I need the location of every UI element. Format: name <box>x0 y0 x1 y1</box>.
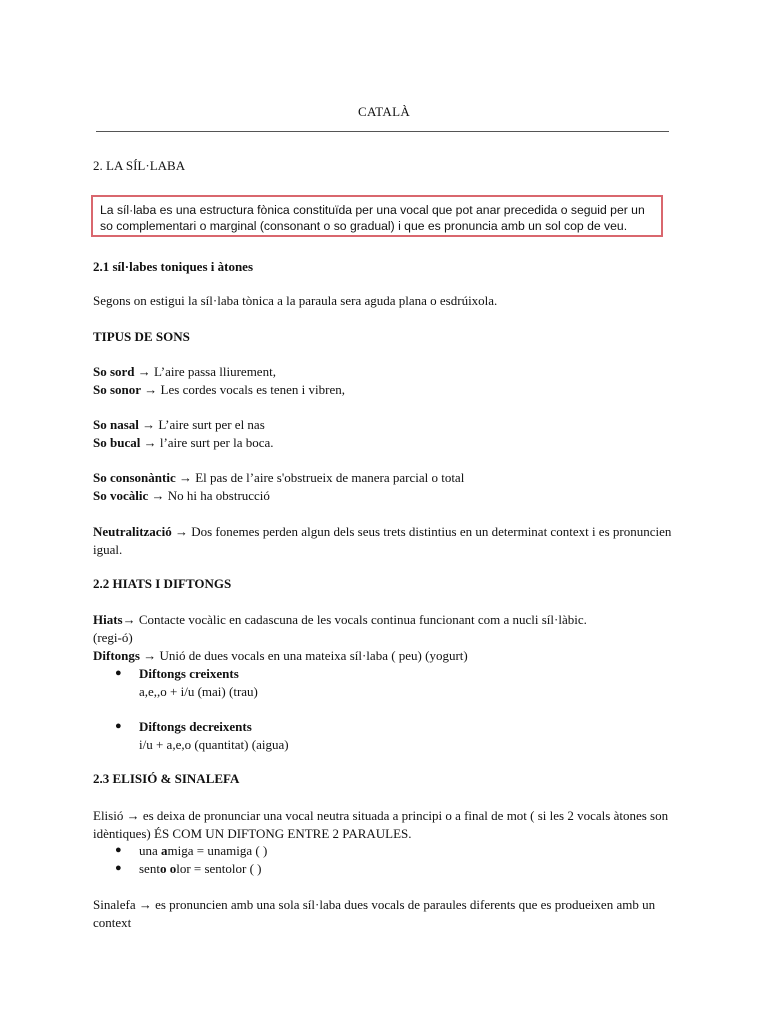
neutralitzacio-desc: → Dos fonemes perden algun dels seus trets distintius en un determinat context i es pronuncien igual. <box>93 524 672 557</box>
definition-box <box>91 195 663 237</box>
example-bold: o <box>169 861 177 876</box>
sound-item <box>93 382 345 398</box>
sound-item <box>93 470 464 486</box>
tonic-heading: 2.1 síl·labes toniques i àtones <box>93 259 253 274</box>
sound-term: So sord <box>93 364 135 379</box>
neutralitzacio-term: Neutralització <box>93 524 172 539</box>
sound-desc: → L’aire passa lliurement, <box>134 364 276 379</box>
diftongs-desc: → Unió de dues vocals en una mateixa síl·laba ( peu) (yogurt) <box>139 648 468 663</box>
bullet-detail: a,e,,o + i/u (mai) (trau) <box>139 684 258 699</box>
hiats-desc: → Contacte vocàlic en cadascuna de les vocals continua funcionant com a nucli síl·làbic. <box>122 612 587 627</box>
elisio-example <box>139 861 262 877</box>
bullet-dot: ● <box>115 862 122 874</box>
bullet-detail: i/u + a,e,o (quantitat) (aigua) <box>139 737 289 752</box>
bullet-dot: ● <box>115 720 122 732</box>
elisio-example <box>139 843 267 859</box>
bullet-dot: ● <box>115 667 122 679</box>
hiats-heading: 2.2 HIATS I DIFTONGS <box>93 576 232 591</box>
tonic-text: Segons on estigui la síl·laba tònica a la paraula sera aguda plana o esdrúixola. <box>93 293 498 308</box>
sound-desc: → Les cordes vocals es tenen i vibren, <box>141 382 346 397</box>
bullet-title: Diftongs creixents <box>139 666 239 681</box>
sound-term: So bucal <box>93 435 141 450</box>
sound-term: So consonàntic <box>93 470 176 485</box>
sound-item <box>93 435 274 451</box>
sound-term: So sonor <box>93 382 142 397</box>
sound-desc: → l’aire surt per la boca. <box>140 435 274 450</box>
section-title: 2. LA SÍL·LABA <box>93 158 186 173</box>
neutralitzacio-paragraph <box>93 523 683 559</box>
sound-item <box>93 417 265 433</box>
definition-text: La síl·laba es una estructura fònica constituïda per una vocal que pot anar precedida o seguid per un so complementari o marginal (consonant o so gradual) i que es pronuncia amb un sol cop de veu. <box>100 203 645 233</box>
sound-item <box>93 488 270 504</box>
example-text: una <box>139 843 162 858</box>
title-rule <box>96 131 669 132</box>
sound-desc: → El pas de l’aire s'obstrueix de manera parcial o total <box>175 470 465 485</box>
diftongs-term: Diftongs <box>93 648 140 663</box>
bullet-dot: ● <box>115 844 122 856</box>
sound-desc: → L’aire surt per el nas <box>138 417 265 432</box>
sound-desc: → No hi ha obstrucció <box>148 488 270 503</box>
sounds-heading: TIPUS DE SONS <box>93 329 190 344</box>
sound-term: So vocàlic <box>93 488 149 503</box>
hiats-line <box>93 612 587 628</box>
example-bold: o <box>159 861 167 876</box>
example-text: miga = unamiga ( ) <box>167 843 268 858</box>
diftongs-line <box>93 648 468 664</box>
elisio-heading: 2.3 ELISIÓ & SINALEFA <box>93 771 240 786</box>
hiats-example: (regi-ó) <box>93 630 133 645</box>
bullet-title: Diftongs decreixents <box>139 719 252 734</box>
elisio-paragraph: Elisió → es deixa de pronunciar una vocal neutra situada a principi o a final de mot ( si les 2 vocals àtones son idèntiques) ÉS COM UN DIFTONG ENTRE 2 PARAULES. <box>93 808 669 841</box>
example-text: sent <box>139 861 160 876</box>
document-title: CATALÀ <box>357 104 411 119</box>
example-bold: a <box>161 843 168 858</box>
sound-item <box>93 364 276 380</box>
sinalefa-paragraph: Sinalefa → es pronuncien amb una sola síl·laba dues vocals de paraules diferents que es produeixen amb un context <box>93 897 656 930</box>
hiats-term: Hiats <box>93 612 123 627</box>
example-text: lor = sentolor ( ) <box>176 861 262 876</box>
sound-term: So nasal <box>93 417 139 432</box>
